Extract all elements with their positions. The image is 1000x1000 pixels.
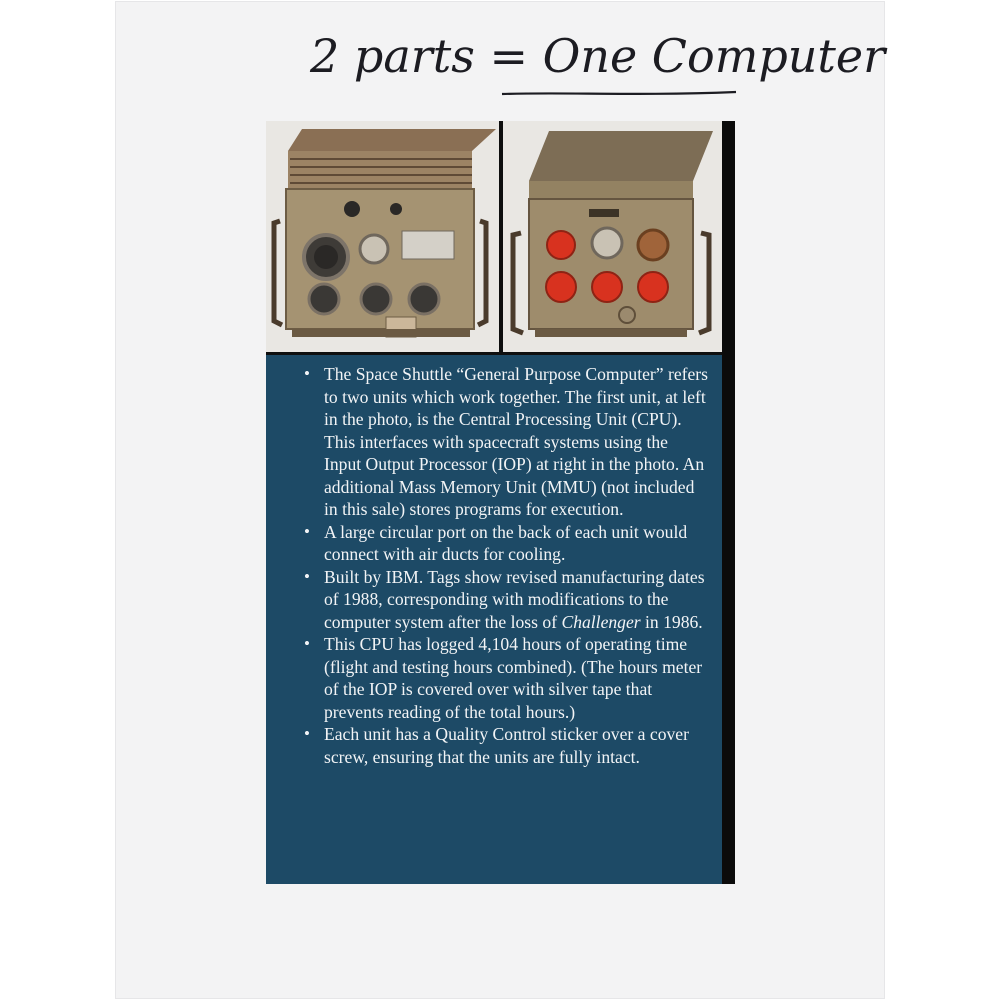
photo-strip bbox=[266, 121, 735, 353]
challenger-italic: Challenger bbox=[561, 611, 641, 632]
bullet-item bbox=[324, 723, 708, 768]
bullet-text: The Space Shuttle “General Purpose Computer” refers to two units which work together. The first unit, at left in the photo, is the Central Processing Unit (CPU). This interfaces with spacecraft systems using the Input Output Processor (IOP) at right in the photo. An additional Mass Memory Unit (MMU) (not included in this sale) stores programs for execution. bbox=[324, 364, 708, 519]
handwritten-note-drawing bbox=[306, 22, 886, 100]
bullet-text: Each unit has a Quality Control sticker over a cover screw, ensuring that the units are fully intact. bbox=[324, 724, 689, 767]
cpu-unit-photo bbox=[266, 121, 499, 352]
handwritten-note-text: 2 parts = One Computer bbox=[310, 29, 886, 83]
underline-stroke bbox=[502, 92, 736, 94]
bullet-item bbox=[324, 363, 708, 521]
description-panel bbox=[266, 355, 722, 884]
bullet-item bbox=[324, 521, 708, 566]
bullet-text: This CPU has logged 4,104 hours of operating time (flight and testing hours combined). (The hours meter of the IOP is covered over with silver tape that prevents reading of the total hours.) bbox=[324, 634, 703, 722]
bullet-text: in 1986. bbox=[640, 611, 703, 632]
bullet-item bbox=[324, 566, 708, 634]
card-edge-stripe bbox=[722, 121, 735, 884]
bullet-text: Built by IBM. Tags show revised manufacturing dates of 1988, corresponding with modifications to the computer system after the loss of bbox=[324, 566, 705, 632]
bullet-list bbox=[266, 355, 722, 768]
bullet-text: A large circular port on the back of each unit would connect with air ducts for cooling. bbox=[324, 521, 688, 564]
handwritten-note bbox=[306, 22, 886, 100]
info-card bbox=[266, 121, 735, 884]
iop-unit-photo bbox=[503, 121, 722, 352]
bullet-item bbox=[324, 633, 708, 723]
